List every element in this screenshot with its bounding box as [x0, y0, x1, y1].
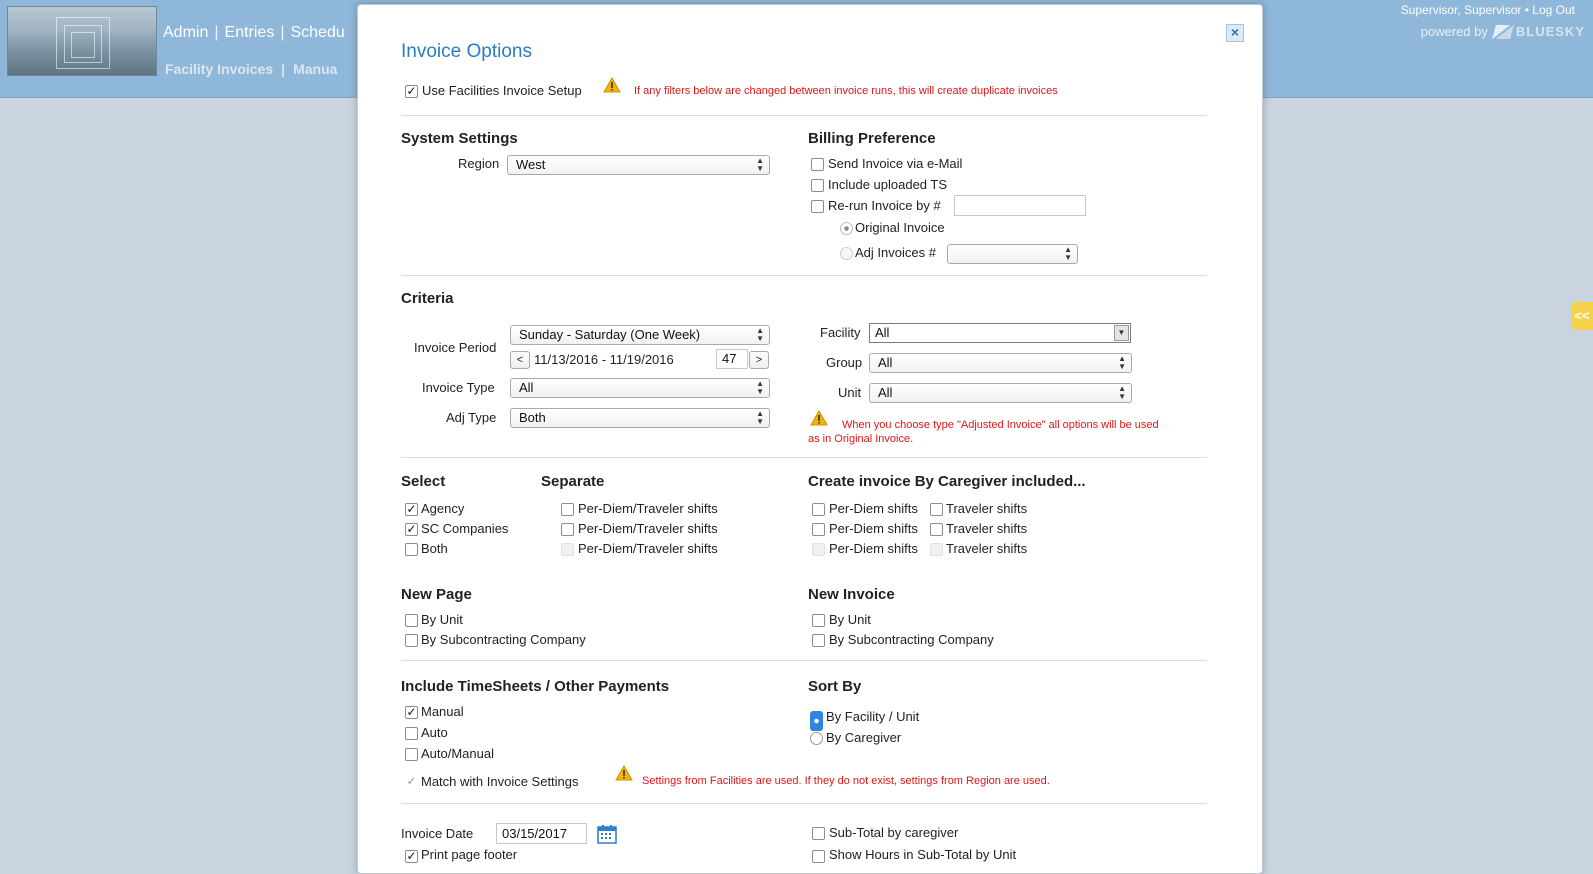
include-ts-checkbox[interactable]: [811, 179, 824, 192]
caregiver-per-diem-label: Per-Diem shifts: [829, 541, 918, 556]
unit-value: All: [878, 385, 893, 400]
adj-type-value: Both: [519, 410, 546, 425]
group-value: All: [878, 355, 893, 370]
select-title: Select: [401, 473, 446, 490]
region-select[interactable]: [507, 155, 770, 175]
group-label: Group: [826, 355, 863, 370]
chevron-down-icon[interactable]: ▼: [1114, 325, 1129, 341]
sub-nav: Facility Invoices | Manua: [165, 61, 338, 77]
caregiver-traveler-label: Traveler shifts: [946, 501, 1028, 516]
invoice-period-label: Invoice Period: [414, 340, 497, 355]
invoice-date-input[interactable]: 03/15/2017: [496, 823, 587, 844]
invoice-date-label: Invoice Date: [401, 826, 474, 841]
divider: [401, 115, 1207, 116]
brand-name: BLUESKY: [1515, 24, 1585, 39]
new-page-by-subcontracting-label: By Subcontracting Company: [421, 632, 586, 647]
previous-period-button[interactable]: <: [510, 351, 530, 369]
manual-checkbox[interactable]: ✓: [406, 705, 417, 719]
adj-type-select[interactable]: [510, 408, 770, 428]
separate-label: Per-Diem/Traveler shifts: [578, 521, 718, 536]
nav-manual[interactable]: Manua: [293, 61, 338, 77]
next-period-button[interactable]: >: [749, 351, 769, 369]
separate-label: Per-Diem/Traveler shifts: [578, 501, 718, 516]
adjusted-invoice-warning: When you choose type "Adjusted Invoice" all options will be used: [842, 419, 1159, 431]
warning-icon: [615, 765, 633, 781]
match-settings-warning: Settings from Facilities are used. If they do not exist, settings from Region are used.: [642, 775, 1050, 787]
invoice-type-value: All: [519, 380, 534, 395]
invoice-type-label: Invoice Type: [422, 380, 495, 395]
adj-invoices-select[interactable]: [947, 244, 1078, 264]
select-arrows-icon: ▲ ▼: [756, 379, 764, 396]
week-number-input[interactable]: 47: [716, 349, 748, 369]
adjusted-invoice-warning-cont: as in Original Invoice.: [808, 433, 914, 445]
close-button[interactable]: ×: [1226, 24, 1244, 42]
duplicate-invoice-warning: If any filters below are changed between invoice runs, this will create duplicate invoices: [634, 85, 1058, 97]
criteria-title: Criteria: [401, 290, 454, 307]
match-invoice-settings-checkbox[interactable]: ✓: [406, 774, 417, 788]
caregiver-per-diem-checkbox[interactable]: [812, 523, 825, 536]
rerun-label: Re-run Invoice by #: [828, 198, 941, 213]
new-invoice-by-unit-label: By Unit: [829, 612, 871, 627]
group-select[interactable]: [869, 353, 1132, 373]
invoice-period-select[interactable]: [510, 325, 770, 345]
rerun-invoice-input[interactable]: [954, 195, 1086, 216]
sc-companies-checkbox[interactable]: ✓: [406, 522, 417, 536]
auto-checkbox[interactable]: [405, 727, 418, 740]
unit-select[interactable]: [869, 383, 1132, 403]
bluesky-brand: [1494, 24, 1585, 39]
region-label: Region: [458, 156, 500, 171]
auto-manual-checkbox[interactable]: [405, 748, 418, 761]
sort-by-facility-radio[interactable]: [810, 711, 823, 731]
nav-facility-invoices[interactable]: Facility Invoices: [165, 61, 274, 77]
caregiver-traveler-checkbox[interactable]: [930, 503, 943, 516]
new-invoice-by-unit-checkbox[interactable]: [812, 614, 825, 627]
select-arrows-icon: ▲ ▼: [756, 326, 764, 343]
warning-icon: [810, 410, 828, 426]
use-facilities-checkbox[interactable]: ✓: [406, 84, 417, 98]
original-invoice-label: Original Invoice: [855, 220, 945, 235]
caregiver-traveler-label: Traveler shifts: [946, 541, 1028, 556]
caregiver-traveler-checkbox[interactable]: [930, 523, 943, 536]
include-ts-label: Include uploaded TS: [828, 177, 948, 192]
user-menu[interactable]: Supervisor, Supervisor • Log Out: [1400, 3, 1575, 17]
modal-title: Invoice Options: [401, 41, 532, 62]
adj-type-label: Adj Type: [446, 410, 497, 425]
invoice-period-value: Sunday - Saturday (One Week): [519, 327, 701, 342]
side-panel-toggle[interactable]: <<: [1571, 302, 1593, 330]
agency-label: Agency: [421, 501, 465, 516]
print-footer-checkbox[interactable]: ✓: [406, 849, 417, 863]
caregiver-per-diem-checkbox[interactable]: [812, 503, 825, 516]
separate-checkbox-sc[interactable]: [561, 523, 574, 536]
nav-admin[interactable]: Admin: [163, 24, 209, 41]
select-arrows-icon: ▲ ▼: [756, 409, 764, 426]
divider: [401, 803, 1207, 804]
warning-icon: [603, 77, 621, 93]
caregiver-traveler-checkbox[interactable]: [930, 543, 943, 556]
both-checkbox[interactable]: [405, 543, 418, 556]
select-arrows-icon: ▲ ▼: [1118, 384, 1126, 401]
divider: [401, 457, 1207, 458]
calendar-icon[interactable]: [597, 824, 617, 844]
rerun-checkbox[interactable]: [811, 200, 824, 213]
sort-by-caregiver-radio[interactable]: [810, 732, 823, 745]
nav-schedule[interactable]: Schedu: [290, 24, 345, 41]
send-email-label: Send Invoice via e-Mail: [828, 156, 963, 171]
print-footer-label: Print page footer: [421, 847, 518, 862]
new-invoice-title: New Invoice: [808, 586, 895, 603]
facility-value: All: [875, 325, 890, 340]
invoice-type-select[interactable]: [510, 378, 770, 398]
auto-manual-label: Auto/Manual: [421, 746, 494, 761]
caregiver-per-diem-label: Per-Diem shifts: [829, 501, 918, 516]
select-arrows-icon: ▲ ▼: [1064, 245, 1072, 262]
sort-by-facility-label: By Facility / Unit: [826, 709, 920, 724]
original-invoice-radio[interactable]: [840, 222, 853, 235]
caregiver-per-diem-checkbox[interactable]: [812, 543, 825, 556]
facility-label: Facility: [820, 325, 861, 340]
divider: [401, 660, 1207, 661]
caregiver-traveler-label: Traveler shifts: [946, 521, 1028, 536]
separate-checkbox-agency[interactable]: [561, 503, 574, 516]
create-by-caregiver-title: Create invoice By Caregiver included...: [808, 473, 1086, 490]
new-invoice-by-subcontracting-checkbox[interactable]: [812, 634, 825, 647]
region-value: West: [516, 157, 546, 172]
new-invoice-by-subcontracting-label: By Subcontracting Company: [829, 632, 994, 647]
facility-combo[interactable]: [869, 323, 1131, 343]
new-page-by-unit-checkbox[interactable]: [405, 614, 418, 627]
separate-label: Per-Diem/Traveler shifts: [578, 541, 718, 556]
separate-title: Separate: [541, 473, 605, 490]
sort-by-title: Sort By: [808, 678, 862, 695]
adj-invoices-label: Adj Invoices #: [855, 245, 936, 260]
subtotal-caregiver-label: Sub-Total by caregiver: [829, 825, 959, 840]
divider: [401, 275, 1207, 276]
separate-checkbox-both[interactable]: [561, 543, 574, 556]
both-label: Both: [421, 541, 448, 556]
new-page-by-unit-label: By Unit: [421, 612, 463, 627]
sort-by-caregiver-label: By Caregiver: [826, 730, 902, 745]
unit-label: Unit: [838, 385, 862, 400]
manual-label: Manual: [421, 704, 464, 719]
powered-by-text: powered by: [1420, 24, 1488, 39]
billing-preference-title: Billing Preference: [808, 130, 936, 147]
new-page-by-subcontracting-checkbox[interactable]: [405, 634, 418, 647]
adj-invoices-radio[interactable]: [840, 247, 853, 260]
sc-companies-label: SC Companies: [421, 521, 509, 536]
include-timesheets-title: Include TimeSheets / Other Payments: [401, 678, 670, 695]
auto-label: Auto: [421, 725, 448, 740]
agency-checkbox[interactable]: ✓: [406, 502, 417, 516]
system-settings-title: System Settings: [401, 130, 518, 147]
powered-by: [1421, 24, 1585, 39]
select-arrows-icon: ▲ ▼: [756, 156, 764, 173]
nav-entries[interactable]: Entries: [224, 24, 275, 41]
show-hours-checkbox[interactable]: [812, 850, 825, 863]
caregiver-per-diem-label: Per-Diem shifts: [829, 521, 918, 536]
subtotal-caregiver-checkbox[interactable]: [812, 827, 825, 840]
show-hours-label: Show Hours in Sub-Total by Unit: [829, 847, 1017, 862]
select-arrows-icon: ▲ ▼: [1118, 354, 1126, 371]
company-logo: [7, 6, 157, 76]
main-nav: Admin | Entries | Schedu: [163, 24, 345, 41]
date-range: 11/13/2016 - 11/19/2016: [534, 352, 674, 367]
new-page-title: New Page: [401, 586, 472, 603]
bluesky-logo-icon: [1492, 25, 1514, 39]
use-facilities-label: Use Facilities Invoice Setup: [422, 83, 582, 98]
send-email-checkbox[interactable]: [811, 158, 824, 171]
match-invoice-settings-label: Match with Invoice Settings: [421, 774, 579, 789]
